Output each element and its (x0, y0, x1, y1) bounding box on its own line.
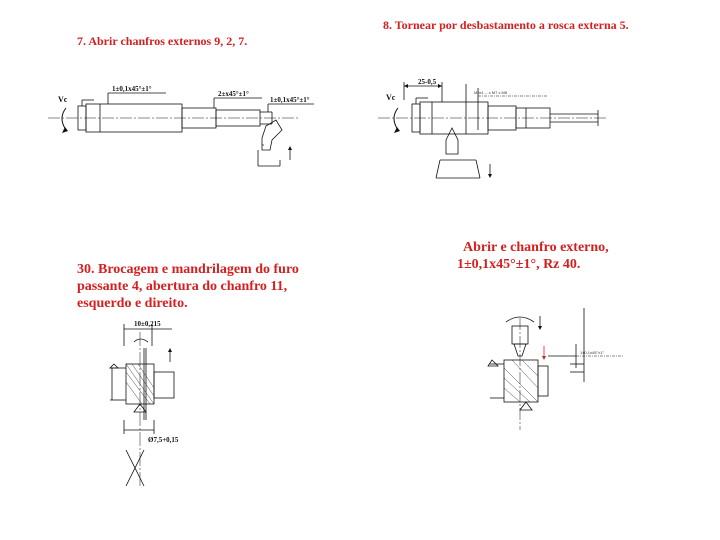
chamfer-op-drawing (488, 308, 624, 430)
op7-dim-3: 1±0,1x45°±1° (270, 96, 310, 104)
op7-speed-label: Vc (58, 95, 68, 104)
op7-title: 7. Abrir chanfros externos 9, 2, 7. (77, 34, 248, 48)
op30-title-line: 30. Brocagem e mandrilagem do furo (77, 262, 299, 277)
op8-speed-label: Vc (386, 93, 396, 102)
svg-text:M6x1 -- x M7 x M8: M6x1 -- x M7 x M8 (474, 90, 508, 95)
op30-title-line: passante 4, abertura do chanfro 11, (77, 279, 288, 294)
op30-dim-2: Ø7,5+0,15 (148, 436, 179, 444)
op7-drawing (48, 85, 314, 166)
feed-arrow-icon (542, 356, 546, 360)
op30-drawing (110, 320, 179, 486)
op7-dim-2: 2±x45°±1° (218, 90, 249, 98)
op30-dim-1: 10±0,215 (134, 320, 161, 328)
op7-dim-1: 1±0,1x45°±1° (112, 85, 152, 93)
svg-text:1±0,1x45°±1°: 1±0,1x45°±1° (580, 350, 605, 355)
op8-title: 8. Tornear por desbastamento a rosca externa 5. (383, 18, 629, 32)
op8-drawing (378, 78, 608, 178)
chamfer-title-line: Abrir e chanfro externo, (463, 240, 609, 255)
chamfer-title-line: 1±0,1x45°±1°, Rz 40. (457, 257, 581, 272)
svg-text:s: s (262, 142, 264, 147)
op8-dim-1: 25-0,5 (418, 78, 437, 86)
op30-title-line: esquerdo e direito. (77, 296, 188, 311)
